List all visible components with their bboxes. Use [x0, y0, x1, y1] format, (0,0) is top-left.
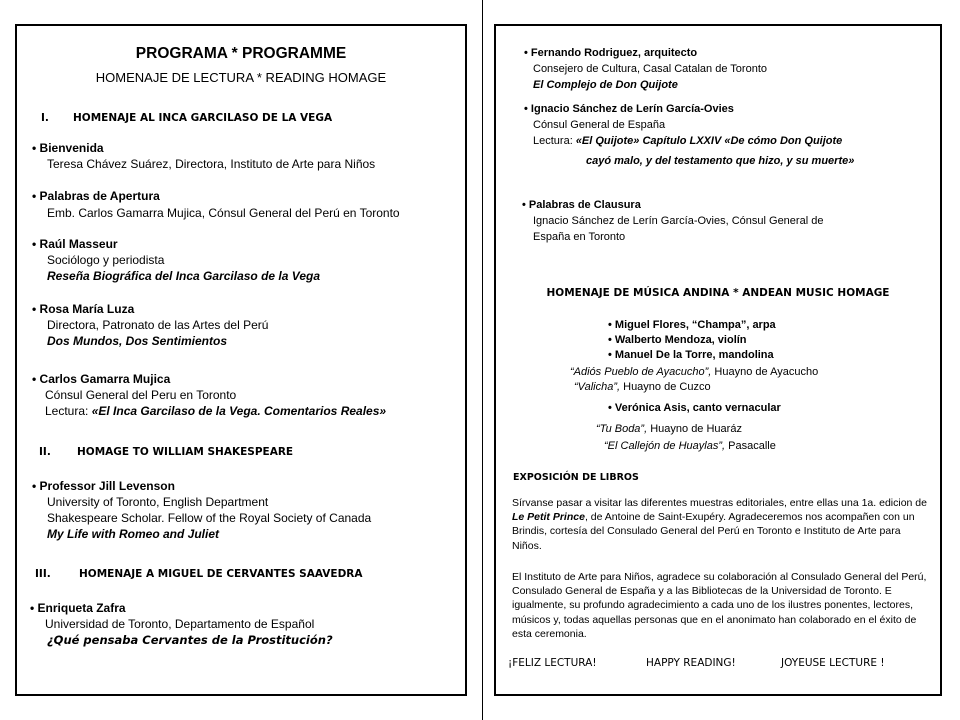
sanchez-reading-title-cont: cayó malo, y del testamento que hizo, y su muerte» [586, 155, 855, 167]
gamarra-reading [45, 405, 386, 417]
page-fold-line [482, 0, 483, 720]
section-3-title: HOMENAJE A MIGUEL DE CERVANTES SAAVEDRA [79, 568, 363, 580]
song-title: “El Callejón de Huaylas”, [604, 440, 726, 452]
rodriguez-role: Consejero de Cultura, Casal Catalan de Toronto [533, 63, 767, 75]
program-title: PROGRAMA * PROGRAMME [135, 45, 347, 62]
zafra-affiliation: Universidad de Toronto, Departamento de Español [45, 617, 315, 631]
expo-p1-text-end: , de Antoine de Saint-Exupéry. Agradeceremos nos acompañen con un Brindis, cortesía del Consulado General del Perú en Toronto e Instituto de Arte para Niños. [512, 511, 915, 552]
singer-asis: • Verónica Asis, canto vernacular [608, 403, 781, 414]
sanchez-role: Cónsul General de España [533, 119, 666, 131]
section-1-title: HOMENAJE AL INCA GARCILASO DE LA VEGA [73, 112, 333, 124]
apertura-label: • Palabras de Apertura [32, 190, 160, 202]
zafra-name: • Enriqueta Zafra [30, 602, 126, 614]
levenson-affiliation: University of Toronto, English Department [47, 495, 269, 509]
levenson-name: • Professor Jill Levenson [32, 480, 175, 492]
luza-role: Directora, Patronato de las Artes del Perú [47, 318, 269, 332]
gamarra-role: Cónsul General del Peru en Toronto [45, 388, 237, 402]
gamarra-reading-title: «El Inca Garcilaso de la Vega. Comentarios Reales» [91, 404, 387, 418]
expo-p1-book: Le Petit Prince [512, 511, 585, 524]
musician-mendoza: • Walberto Mendoza, violín [608, 335, 747, 346]
footer-joyeuse-lecture: JOYEUSE LECTURE ! [781, 657, 885, 669]
musician-flores: • Miguel Flores, “Champa”, arpa [608, 320, 776, 331]
sanchez-reading [533, 136, 842, 147]
sanchez-name: • Ignacio Sánchez de Lerín García-Ovies [524, 104, 734, 115]
program-subtitle: HOMENAJE DE LECTURA * READING HOMAGE [95, 70, 387, 85]
luza-name: • Rosa María Luza [32, 303, 134, 315]
gamarra-name: • Carlos Gamarra Mujica [32, 373, 170, 385]
rodriguez-name: • Fernando Rodriguez, arquitecto [524, 48, 697, 59]
song-genre: Huayno de Huaráz [650, 423, 742, 435]
song-title: “Adiós Pueblo de Ayacucho”, [570, 366, 712, 378]
section-2-title: HOMAGE TO WILLIAM SHAKESPEARE [77, 446, 294, 458]
expo-p1-text: Sírvanse pasar a visitar las diferentes muestras editoriales, entre ellas una 1a. edicion de [512, 497, 927, 509]
masseur-name: • Raúl Masseur [32, 238, 118, 250]
luza-talk-title: Dos Mundos, Dos Sentimientos [47, 334, 228, 348]
levenson-fellowship: Shakespeare Scholar. Fellow of the Royal Society of Canada [47, 511, 372, 525]
song-adios-pueblo [570, 367, 818, 378]
song-genre: Huayno de Cuzco [623, 381, 711, 393]
song-title: “Tu Boda”, [596, 423, 648, 435]
footer-happy-reading: HAPPY READING! [646, 657, 736, 669]
clausura-speaker: Ignacio Sánchez de Lerín García-Ovies, Cónsul General de [533, 215, 824, 227]
levenson-talk-title: My Life with Romeo and Juliet [47, 527, 220, 541]
music-section-title: HOMENAJE DE MÚSICA ANDINA * ANDEAN MUSIC HOMAGE [546, 287, 890, 299]
sanchez-reading-title: «El Quijote» Capítulo LXXIV «De cómo Don Quijote [575, 135, 843, 147]
masseur-role: Sociólogo y periodista [47, 253, 165, 267]
expo-title: EXPOSICIÓN DE LIBROS [513, 472, 639, 483]
song-genre: Pasacalle [728, 440, 776, 452]
clausura-label: • Palabras de Clausura [522, 200, 641, 211]
rodriguez-talk-title: El Complejo de Don Quijote [533, 79, 678, 91]
bienvenida-label: • Bienvenida [32, 142, 104, 154]
masseur-talk-title: Reseña Biográfica del Inca Garcilaso de la Vega [47, 269, 321, 283]
sanchez-reading-prefix: Lectura: [533, 135, 573, 147]
song-title: “Valicha”, [574, 381, 621, 393]
section-3-number: III. [35, 568, 51, 580]
apertura-speaker: Emb. Carlos Gamarra Mujica, Cónsul General del Perú en Toronto [47, 206, 400, 220]
zafra-talk-title: ¿Qué pensaba Cervantes de la Prostitución? [47, 633, 333, 647]
song-genre: Huayno de Ayacucho [714, 366, 819, 378]
expo-paragraph-2: El Instituto de Arte para Niños, agradece su colaboración al Consulado General del Perú, Consulado General de España y a las Bibliotecas de la Universidad de Toronto. E igualmente, su profundo agradecimiento a cada uno de los ilustres ponentes, lectores, músicos y, todas aquellas personas que en el anonimato han colaborado en el éxito de esta ceremonia. [512, 571, 927, 640]
musician-de-la-torre: • Manuel De la Torre, mandolina [608, 350, 774, 361]
section-1-number: I. [41, 112, 49, 124]
song-tu-boda [596, 424, 742, 435]
bienvenida-speaker: Teresa Chávez Suárez, Directora, Instituto de Arte para Niños [47, 157, 376, 171]
song-valicha [574, 382, 711, 393]
left-program-panel [15, 24, 467, 696]
gamarra-reading-prefix: Lectura: [45, 404, 89, 418]
clausura-speaker-cont: España en Toronto [533, 231, 626, 243]
right-program-panel [494, 24, 942, 696]
song-callejon [604, 441, 776, 452]
section-2-number: II. [39, 446, 51, 458]
expo-paragraph-1 [512, 496, 928, 553]
footer-feliz-lectura: ¡FELIZ LECTURA! [508, 657, 597, 669]
